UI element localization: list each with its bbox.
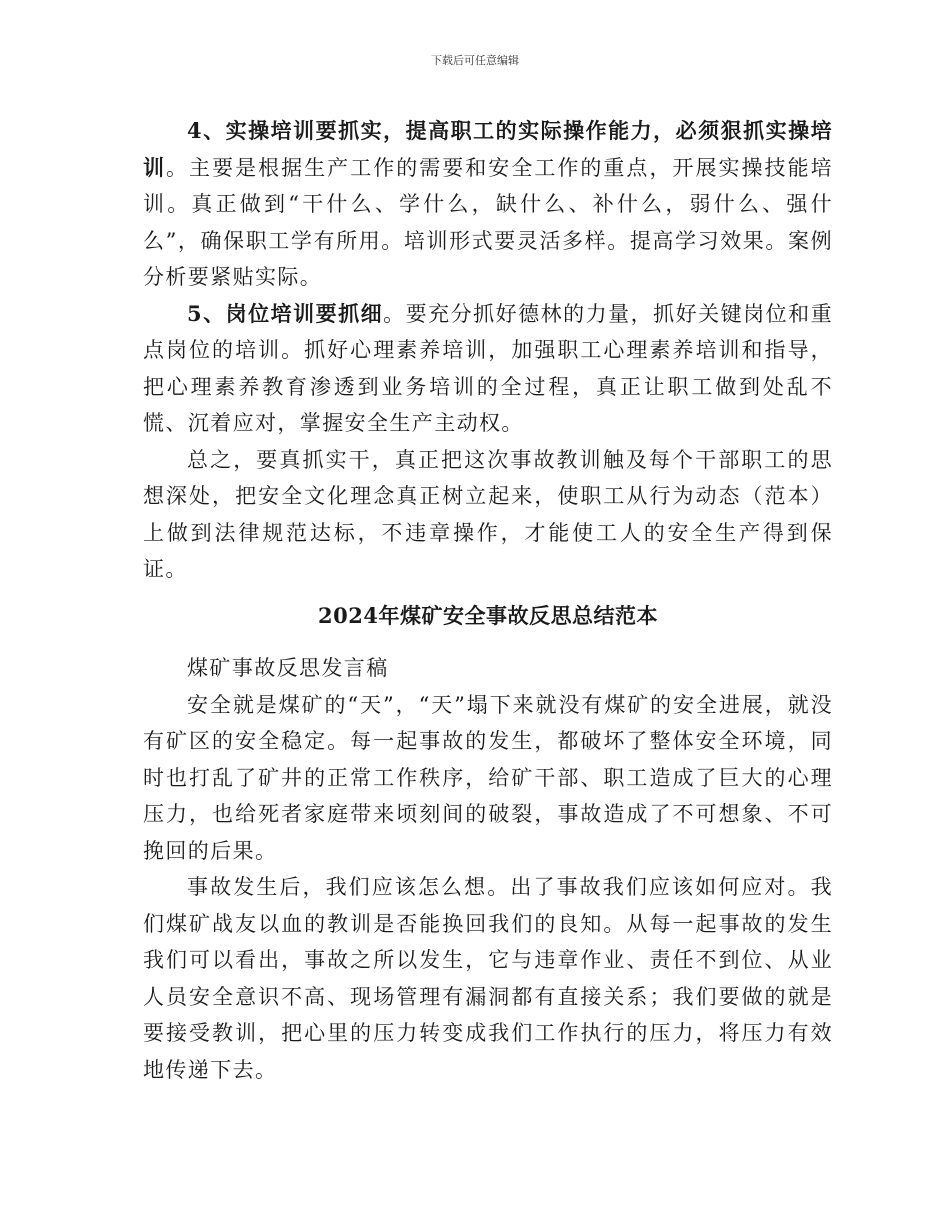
document-body bbox=[143, 113, 833, 1088]
page-header-note: 下载后可任意编辑 bbox=[431, 54, 519, 67]
item-5-lead: 5、岗位培训要抓细 bbox=[187, 300, 384, 326]
item-4-text: 。主要是根据生产工作的需要和安全工作的重点，开展实操技能培训。真正做到“干什么、学什么，缺什么、补什么，弱什么、强什么”，确保职工学有所用。培训形式要灵活多样。提高学习效果。案例分析要紧贴实际。 bbox=[143, 155, 833, 289]
item-4-paragraph bbox=[143, 113, 833, 296]
section-subtitle: 煤矿事故反思发言稿 bbox=[187, 656, 389, 680]
body-paragraph-2: 事故发生后，我们应该怎么想。出了事故我们应该如何应对。我们煤矿战友以血的教训是否能换回我们的良知。从每一起事故的发生我们可以看出，事故之所以发生，它与违章作业、责任不到位、从业人员安全意识不高、现场管理有漏洞都有直接关系；我们要做的就是要接受教训，把心里的压力转变成我们工作执行的压力，将压力有效地传递下去。 bbox=[143, 875, 833, 1082]
conclusion-paragraph: 总之，要真抓实干，真正把这次事故教训触及每个干部职工的思想深处，把安全文化理念真正树立起来，使职工从行为动态（范本）上做到法律规范达标，不违章操作，才能使工人的安全生产得到保证。 bbox=[143, 447, 833, 581]
body-paragraph-1: 安全就是煤矿的“天”，“天”塌下来就没有煤矿的安全进展，就没有矿区的安全稳定。每一起事故的发生，都破坏了整体安全环境，同时也打乱了矿井的正常工作秩序，给矿干部、职工造成了巨大的心理压力，也给死者家庭带来顷刻间的破裂，事故造成了不可想象、不可挽回的后果。 bbox=[143, 692, 833, 863]
item-5-paragraph bbox=[143, 296, 833, 442]
item-5-text: 。要充分抓好德林的力量，抓好关键岗位和重点岗位的培训。抓好心理素养培训，加强职工心理素养培训和指导，把心理素养教育渗透到业务培训的全过程，真正让职工做到处乱不慌、沉着应对，掌握安全生产主动权。 bbox=[143, 301, 833, 435]
section-title: 2024年煤矿安全事故反思总结范本 bbox=[318, 602, 658, 628]
item-4-lead: 4、实操培训要抓实，提高职工的实际操作能力，必须狠抓实操培训 bbox=[143, 118, 833, 180]
